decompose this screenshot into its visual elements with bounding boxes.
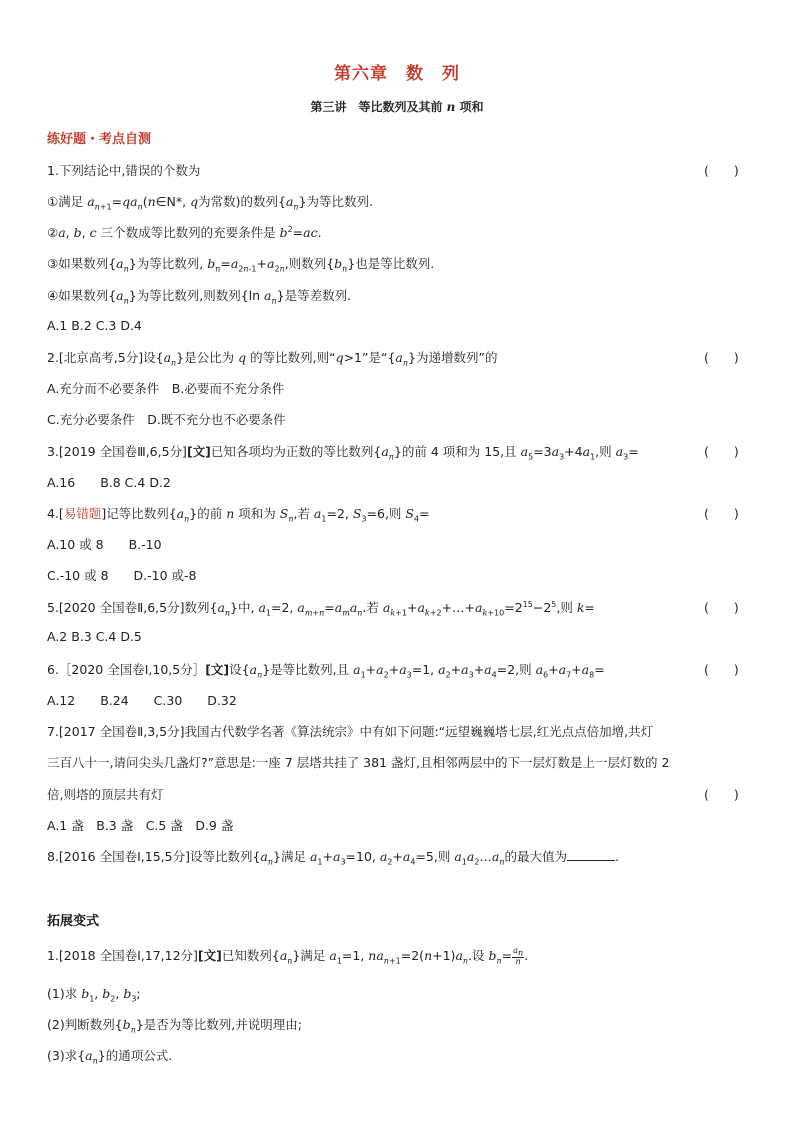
q2-options-2: C.充分必要条件 D.既不充分也不必要条件 [47,412,286,427]
section-heading-practice: 练好题・考点自测 [47,132,152,147]
ext-q1-stem: 1.[2018 全国卷Ⅰ,17,12分][文]已知数列$\{a_n\}$满足 $a_1=1$, $na_{n+1}=2(n+1)a_n$.设 $b_n=$ $\frac{a_n}{n}$ . [47,945,529,967]
q7-options: A.1 盏 B.3 盏 C.5 盏 D.9 盏 [47,818,234,833]
q1-statement-2: ②a, b, c 三个数成等比数列的充要条件是 $b^2=ac$. [47,224,322,240]
q1-statement-1: ①满足 $a_{n+1}=qa_n(n\in N*$, q为常数)的数列$\{a_n\}$为等比数列. [47,194,373,212]
q7-line-1: 7.[2017 全国卷Ⅱ,3,5分]我国古代数学名著《算法统宗》中有如下问题:“远望巍巍塔七层,红光点点倍加增,共灯 [47,724,654,739]
q4-answer-paren: ( ) [704,506,739,521]
q1-options: A.1 B.2 C.3 D.4 [47,318,142,333]
q3-stem: 3.[2019 全国卷Ⅲ,6,5分][文]已知各项均为正数的等比数列$\{a_n\}$的前 4 项和为 15,且 $a_5=3a_3+4a_1$,则 $a_3=$ [47,444,639,462]
q2-stem: 2.[北京高考,5分]设$\{a_n\}$是公比为 q 的等比数列,则“q>1”是“$\{a_n\}$为递增数列”的 [47,350,498,368]
q4-stem: 4.[易错题]记等比数列$\{a_n\}$的前 n 项和为 $S_n$,若 $a_1=2$, $S_3=6$,则 $S_4=$ [47,506,430,524]
q5-options: A.2 B.3 C.4 D.5 [47,629,142,644]
q6-answer-paren: ( ) [704,662,739,677]
q8-stem: 8.[2016 全国卷Ⅰ,15,5分]设等比数列$\{a_n\}$满足 $a_1+a_3=10$, $a_2+a_4=5$,则 $a_1a_2\dots a_n$的最大值为 . [47,849,620,867]
q4-tag: 易错题 [63,506,102,521]
q1-answer-paren: ( ) [704,163,739,178]
q7-line-2: 三百八十一,请问尖头几盏灯?”意思是:一座 7 层塔共挂了 381 盏灯,且相邻两层中的下一层灯数是上一层灯数的 2 [47,755,670,770]
ext-q1-part-3: (3)求$\{a_n\}$的通项公式. [47,1048,173,1066]
q3-options: A.16 B.8 C.4 D.2 [47,475,171,490]
q1-stem: 1.下列结论中,错误的个数为 [47,163,201,178]
bn-fraction: $\frac{a_n}{n}$ [513,945,524,967]
lesson-subtitle: 第三讲 等比数列及其前 n 项和 [310,100,484,114]
q5-answer-paren: ( ) [704,600,739,615]
q2-answer-paren: ( ) [704,350,739,365]
ext-q1-part-2: (2)判断数列$\{b_n\}$是否为等比数列,并说明理由; [47,1017,302,1035]
q4-options-1: A.10 或 8 B.-10 [47,537,162,552]
q7-answer-paren: ( ) [704,787,739,802]
q6-stem: 6.［2020 全国卷Ⅰ,10,5分］[文]设$\{a_n\}$是等比数列,且 $a_1+a_2+a_3=1$, $a_2+a_3+a_4=2$,则 $a_6+a_7+a_8=$ [47,662,605,680]
q8-answer-blank[interactable] [567,849,615,861]
q1-statement-4: ④如果数列$\{a_n\}$为等比数列,则数列{ln $a_n$}是等差数列. [47,288,352,306]
q7-line-3: 倍,则塔的顶层共有灯 [47,787,164,802]
q1-statement-3: ③如果数列$\{a_n\}$为等比数列, $b_n=a_{2n-1}+a_{2n}$,则数列$\{b_n\}$也是等比数列. [47,256,435,274]
q5-stem: 5.[2020 全国卷Ⅱ,6,5分]数列$\{a_n\}$中, $a_1=2$, $a_{m+n}=a_ma_n$.若 $a_{k+1}+a_{k+2}+\dots+a_{k+10}=2^{15}-2^5$,则 k= [47,599,595,618]
chapter-title: 第六章 数 列 [334,64,460,84]
q3-answer-paren: ( ) [704,444,739,459]
section-heading-extension: 拓展变式 [47,914,100,929]
q2-options-1: A.充分而不必要条件 B.必要而不充分条件 [47,381,285,396]
ext-q1-part-1: (1)求 $b_1$, $b_2$, $b_3$; [47,986,141,1004]
q4-options-2: C.-10 或 8 D.-10 或-8 [47,568,197,583]
q6-options: A.12 B.24 C.30 D.32 [47,693,237,708]
